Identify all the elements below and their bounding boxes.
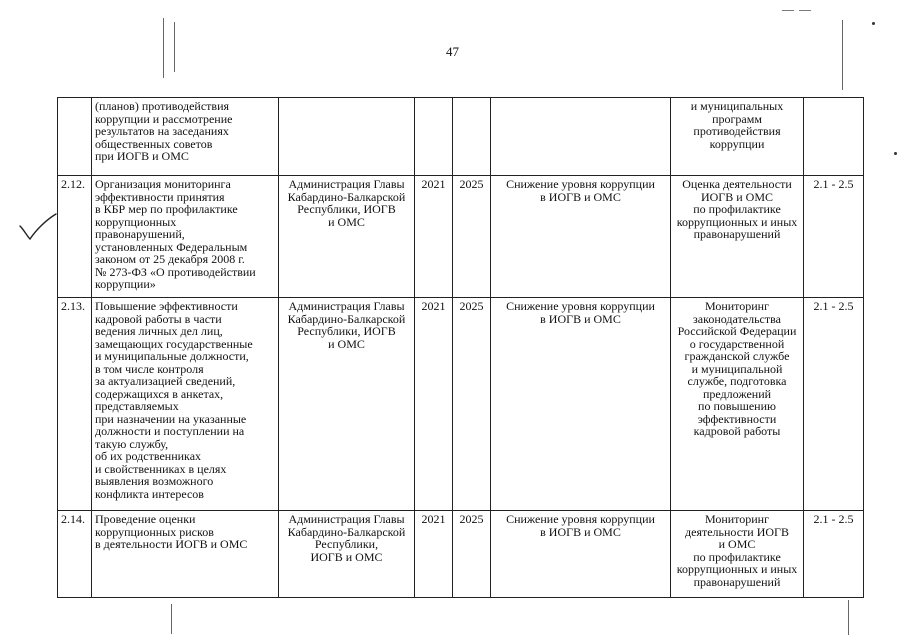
executor: Администрация Главы Кабардино-Балкарской Республики, ИОГВ и ОМС xyxy=(279,176,415,298)
reference: 2.1 - 2.5 xyxy=(804,511,864,598)
start-year: 2021 xyxy=(415,298,453,511)
row-number xyxy=(58,98,92,176)
indicator: Мониторинг деятельности ИОГВ и ОМС по профилактике коррупционных и иных правонарушений xyxy=(671,511,804,598)
expected-result: Снижение уровня коррупции в ИОГВ и ОМС xyxy=(491,176,671,298)
table-row xyxy=(58,298,864,511)
expected-result: Снижение уровня коррупции в ИОГВ и ОМС xyxy=(491,511,671,598)
activity-name: Проведение оценки коррупционных рисков в деятельности ИОГВ и ОМС xyxy=(92,511,279,598)
activity-plan-table xyxy=(57,97,864,598)
row-number: 2.12. xyxy=(58,176,92,298)
indicator: Мониторинг законодательства Российской Федерации о государственной гражданской службе и муниципальной службе, подготовка предложений по повышению эффективности кадровой работы xyxy=(671,298,804,511)
reference: 2.1 - 2.5 xyxy=(804,176,864,298)
end-year: 2025 xyxy=(453,176,491,298)
handwritten-check-mark xyxy=(18,212,58,242)
start-year xyxy=(415,98,453,176)
start-year: 2021 xyxy=(415,176,453,298)
corner-mark: — — xyxy=(782,2,812,16)
executor xyxy=(279,98,415,176)
executor: Администрация Главы Кабардино-Балкарской Республики, ИОГВ и ОМС xyxy=(279,298,415,511)
end-year xyxy=(453,98,491,176)
scan-dot xyxy=(894,152,897,155)
expected-result: Снижение уровня коррупции в ИОГВ и ОМС xyxy=(491,298,671,511)
table-row xyxy=(58,511,864,598)
expected-result xyxy=(491,98,671,176)
table-row xyxy=(58,98,864,176)
activity-name: Повышение эффективности кадровой работы в части ведения личных дел лиц, замещающих государственные и муниципальные должности, в том числе контроля за актуализацией сведений, содержащихся в анкетах, представляемых при назначении на указанные должности и поступлении на такую службу, об их родственниках и свойственниках в целях выявления возможного конфликта интересов xyxy=(92,298,279,511)
scan-dot xyxy=(872,22,875,25)
reference: 2.1 - 2.5 xyxy=(804,298,864,511)
activity-name: (планов) противодействия коррупции и рассмотрение результатов на заседаниях общественных советов при ИОГВ и ОМС xyxy=(92,98,279,176)
row-number: 2.14. xyxy=(58,511,92,598)
table-row xyxy=(58,176,864,298)
end-year: 2025 xyxy=(453,298,491,511)
executor: Администрация Главы Кабардино-Балкарской Республики, ИОГВ и ОМС xyxy=(279,511,415,598)
activity-name: Организация мониторинга эффективности принятия в КБР мер по профилактике коррупционных правонарушений, установленных Федеральным законом от 25 декабря 2008 г. № 273-ФЗ «О противодействии коррупции» xyxy=(92,176,279,298)
indicator: Оценка деятельности ИОГВ и ОМС по профилактике коррупционных и иных правонарушений xyxy=(671,176,804,298)
row-number: 2.13. xyxy=(58,298,92,511)
indicator: и муниципальных программ противодействия коррупции xyxy=(671,98,804,176)
page-number: 47 xyxy=(446,44,459,59)
end-year: 2025 xyxy=(453,511,491,598)
scan-line xyxy=(171,604,172,634)
scan-line xyxy=(848,600,849,635)
start-year: 2021 xyxy=(415,511,453,598)
reference xyxy=(804,98,864,176)
